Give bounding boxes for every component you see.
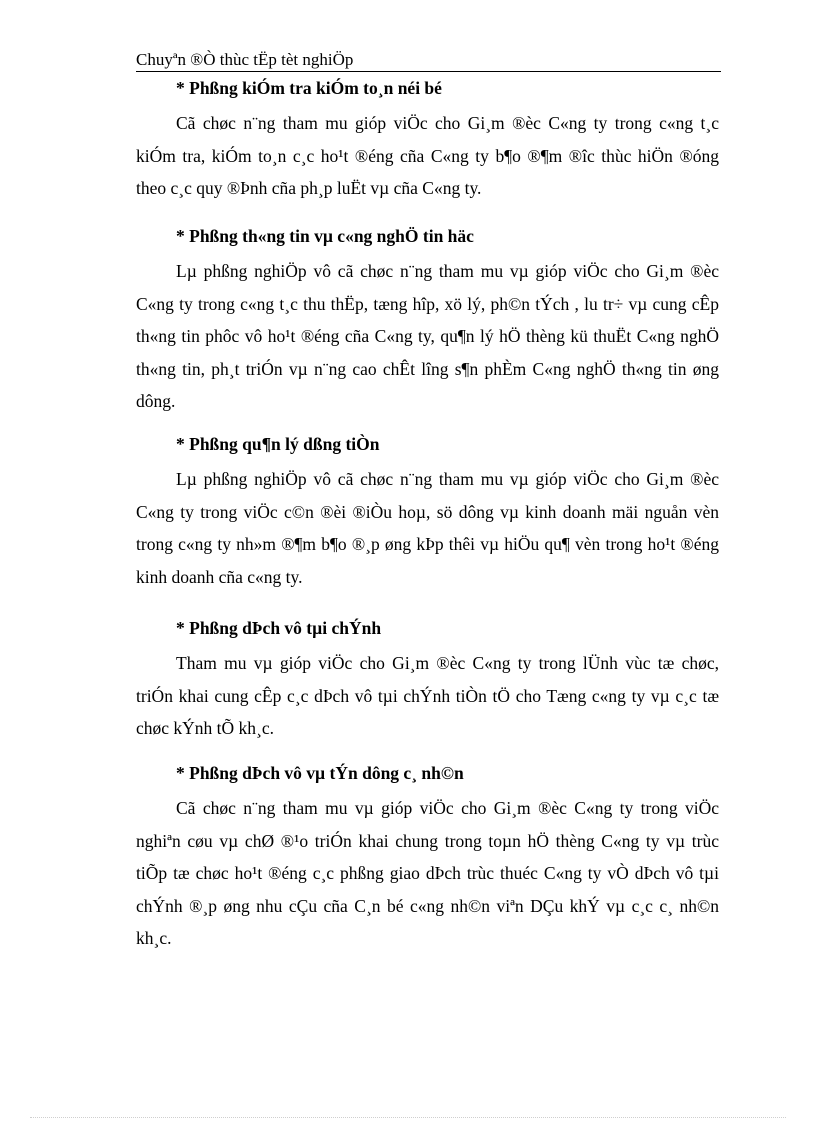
section-heading: * Phßng th«ng tin vµ c«ng nghÖ tin häc [176, 226, 474, 246]
section-financial-services [136, 618, 719, 763]
section-body: Cã chøc n¨ng tham mu vµ gióp viÖc cho Gi¸m ®èc C«ng ty trong viÖc nghiªn cøu vµ chØ ®¹o triÓn khai chung trong toµn hÖ thèng C«ng ty vµ trùc tiÕp tæ chøc ho¹t ®éng c¸c phßng giao dÞch trùc thuéc C«ng ty vÒ dÞch vô tµi chÝnh ®¸p øng nhu cÇu cña C¸n bé c«ng nh©n viªn DÇu khÝ vµ c¸c c¸ nh©n kh¸c. [136, 798, 719, 948]
section-internal-audit [136, 78, 719, 226]
document-content [136, 78, 719, 955]
section-heading: * Phßng dÞch vô tµi chÝnh [176, 618, 382, 638]
section-body: Lµ phßng nghiÖp vô cã chøc n¨ng tham mu vµ gióp viÖc cho Gi¸m ®èc C«ng ty trong c«ng t¸c thu thËp, tæng hîp, xö lý, ph©n tÝch , lu tr÷ vµ cung cÊp th«ng tin phôc vô ho¹t ®éng cña C«ng ty, qu¶n lý hÖ thèng kü thuËt C«ng nghÖ th«ng tin, ph¸t triÓn vµ n¨ng cao chÊt lîng s¶n phÈm C«ng nghÖ th«ng tin øng dông. [136, 261, 719, 411]
section-information-technology [136, 226, 719, 434]
section-personal-credit-services [136, 763, 719, 955]
page-bottom-divider [30, 1117, 786, 1118]
section-heading: * Phßng dÞch vô vµ tÝn dông c¸ nh©n [176, 763, 464, 783]
section-heading: * Phßng qu¶n lý dßng tiÒn [176, 434, 380, 454]
section-body: Cã chøc n¨ng tham mu gióp viÖc cho Gi¸m ®èc C«ng ty trong c«ng t¸c kiÓm tra, kiÓm to¸n c¸c ho¹t ®éng cña C«ng ty b¶o ®¶m ®îc thùc hiÖn ®óng theo c¸c quy ®Þnh cña ph¸p luËt vµ cña C«ng ty. [136, 113, 719, 198]
section-body: Lµ phßng nghiÖp vô cã chøc n¨ng tham mu vµ gióp viÖc cho Gi¸m ®èc C«ng ty trong viÖc c©n ®èi ®iÒu hoµ, sö dông vµ kinh doanh mäi nguån vèn trong c«ng ty nh»m ®¶m b¶o ®¸p øng kÞp thêi vµ hiÖu qu¶ vèn trong ho¹t ®éng kinh doanh cña c«ng ty. [136, 469, 719, 587]
section-heading: * Phßng kiÓm tra kiÓm to¸n néi bé [176, 78, 442, 98]
section-cash-flow-management [136, 434, 719, 618]
section-body: Tham mu vµ gióp viÖc cho Gi¸m ®èc C«ng ty trong lÜnh vùc tæ chøc, triÓn khai cung cÊp c¸c dÞch vô tµi chÝnh tiÒn tÖ cho Tæng c«ng ty vµ c¸c tæ chøc kÝnh tÕ kh¸c. [136, 653, 719, 738]
page-header: Chuyªn ®Ò thùc tËp tèt nghiÖp [136, 50, 721, 72]
